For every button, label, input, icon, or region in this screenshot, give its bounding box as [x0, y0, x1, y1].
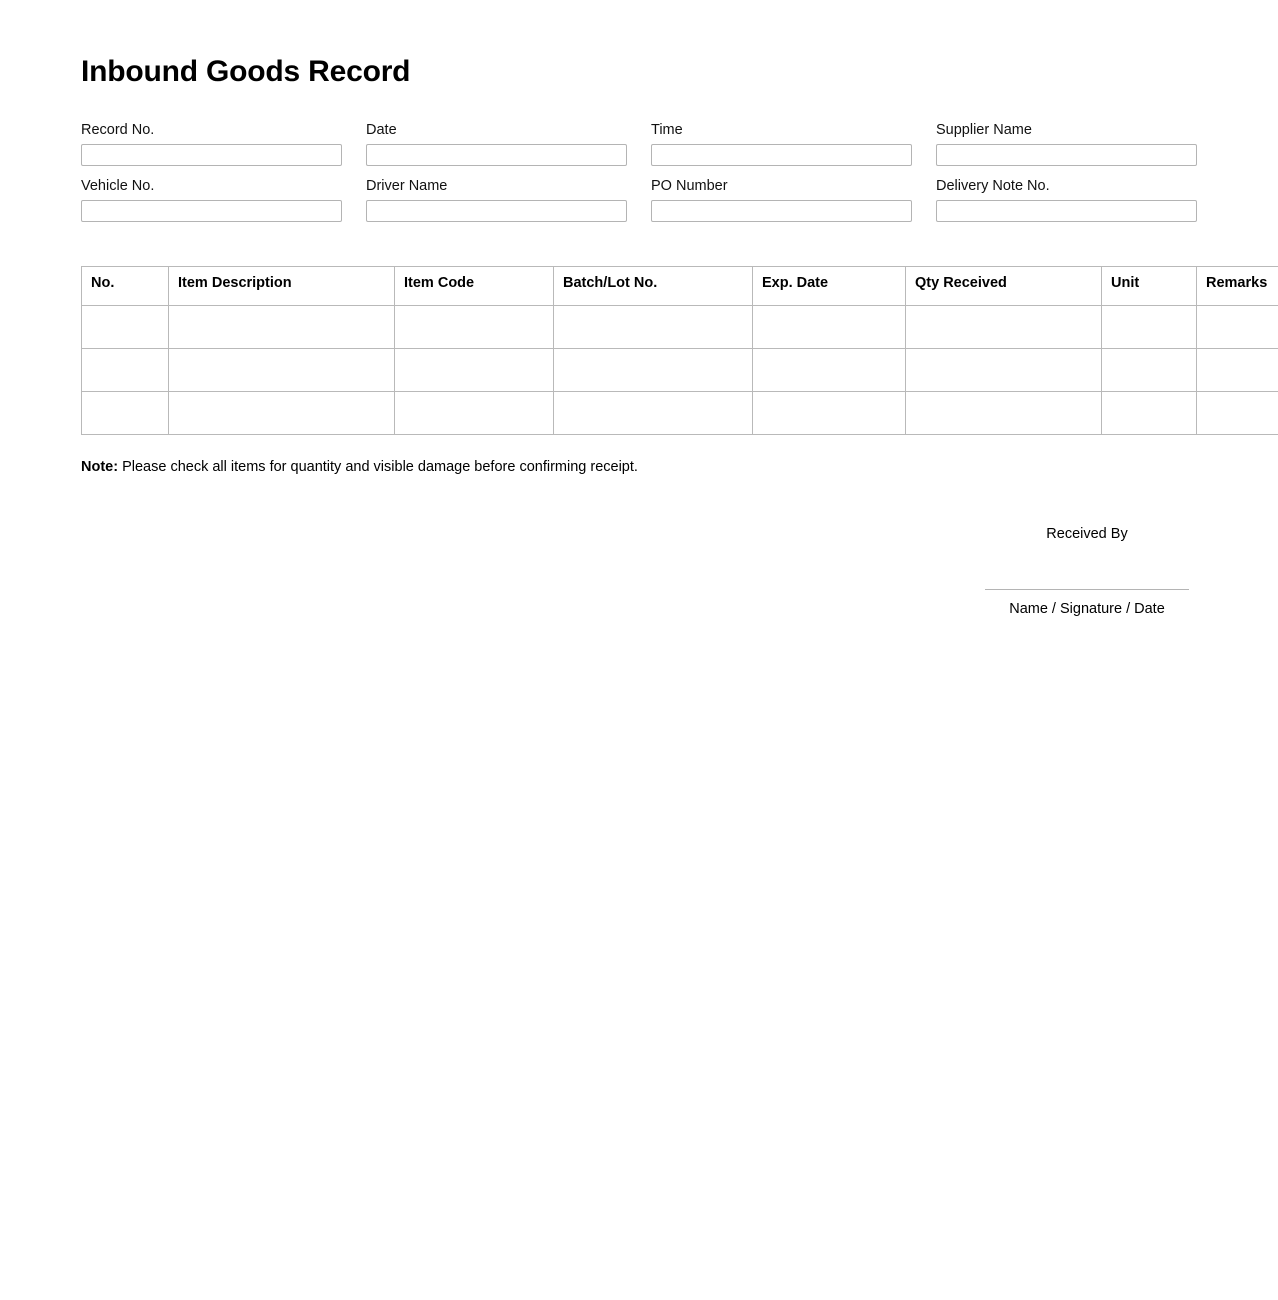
cell-exp-date[interactable]	[753, 305, 906, 348]
time-input[interactable]	[651, 144, 912, 166]
cell-item-code[interactable]	[395, 305, 554, 348]
column-header-batch-lot-no: Batch/Lot No.	[554, 266, 753, 305]
field-label-supplier-name: Supplier Name	[936, 121, 1032, 138]
cell-no[interactable]	[82, 391, 169, 434]
cell-no[interactable]	[82, 348, 169, 391]
cell-batch-lot[interactable]	[554, 391, 753, 434]
field-label-po-number: PO Number	[651, 177, 728, 194]
cell-remarks[interactable]	[1197, 348, 1278, 391]
field-vehicle-no	[81, 176, 342, 222]
page-title: Inbound Goods Record	[81, 55, 411, 88]
cell-qty[interactable]	[906, 391, 1102, 434]
cell-exp-date[interactable]	[753, 348, 906, 391]
table-header-row	[82, 266, 1278, 305]
field-time	[651, 120, 912, 166]
table-row	[82, 391, 1278, 434]
supplier-name-input[interactable]	[936, 144, 1197, 166]
date-input[interactable]	[366, 144, 627, 166]
signature-line[interactable]	[985, 589, 1189, 590]
cell-description[interactable]	[169, 305, 395, 348]
field-delivery-note-no	[936, 176, 1197, 222]
cell-unit[interactable]	[1102, 348, 1197, 391]
column-header-item-description: Item Description	[169, 266, 395, 305]
field-label-date: Date	[366, 121, 397, 138]
signature-area	[81, 524, 1197, 620]
signature-caption: Name / Signature / Date	[1009, 600, 1165, 617]
table-row	[82, 305, 1278, 348]
column-header-item-code: Item Code	[395, 266, 554, 305]
field-date	[366, 120, 627, 166]
vehicle-no-input[interactable]	[81, 200, 342, 222]
cell-no[interactable]	[82, 305, 169, 348]
items-table-body	[82, 305, 1278, 434]
field-label-delivery-note-no: Delivery Note No.	[936, 177, 1050, 194]
items-table-head	[82, 266, 1278, 305]
cell-batch-lot[interactable]	[554, 348, 753, 391]
delivery-note-no-input[interactable]	[936, 200, 1197, 222]
note-label: Note:	[81, 458, 119, 475]
cell-item-code[interactable]	[395, 391, 554, 434]
cell-unit[interactable]	[1102, 391, 1197, 434]
cell-exp-date[interactable]	[753, 391, 906, 434]
field-record-no	[81, 120, 342, 166]
field-label-record-no: Record No.	[81, 121, 155, 138]
cell-remarks[interactable]	[1197, 305, 1278, 348]
cell-batch-lot[interactable]	[554, 305, 753, 348]
cell-remarks[interactable]	[1197, 391, 1278, 434]
note-line	[81, 457, 1197, 478]
field-label-time: Time	[651, 121, 683, 138]
record-no-input[interactable]	[81, 144, 342, 166]
cell-item-code[interactable]	[395, 348, 554, 391]
po-number-input[interactable]	[651, 200, 912, 222]
items-table	[81, 266, 1278, 435]
field-supplier-name	[936, 120, 1197, 166]
column-header-unit: Unit	[1102, 266, 1197, 305]
header-form-grid	[81, 120, 1197, 232]
table-row	[82, 348, 1278, 391]
column-header-remarks: Remarks	[1197, 266, 1278, 305]
driver-name-input[interactable]	[366, 200, 627, 222]
received-by-block	[977, 524, 1197, 620]
field-driver-name	[366, 176, 627, 222]
cell-unit[interactable]	[1102, 305, 1197, 348]
cell-description[interactable]	[169, 348, 395, 391]
column-header-exp-date: Exp. Date	[753, 266, 906, 305]
column-header-no: No.	[82, 266, 169, 305]
column-header-qty-received: Qty Received	[906, 266, 1102, 305]
cell-qty[interactable]	[906, 305, 1102, 348]
cell-qty[interactable]	[906, 348, 1102, 391]
field-po-number	[651, 176, 912, 222]
received-by-title: Received By	[1046, 525, 1128, 542]
field-label-vehicle-no: Vehicle No.	[81, 177, 155, 194]
field-label-driver-name: Driver Name	[366, 177, 448, 194]
cell-description[interactable]	[169, 391, 395, 434]
note-text: Please check all items for quantity and visible damage before confirming receipt.	[122, 458, 638, 475]
